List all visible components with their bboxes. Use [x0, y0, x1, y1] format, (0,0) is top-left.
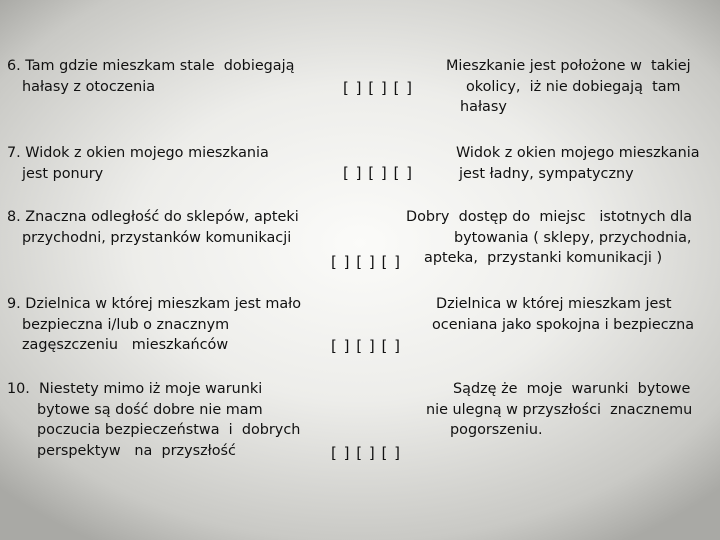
statement-9: [7, 294, 322, 356]
opposite-line: okolicy, iż nie dobiegają tam: [466, 78, 681, 95]
opposite-line: Widok z okien mojego mieszkania: [456, 145, 700, 161]
statement-line: bytowe są dość dobre nie mam: [37, 401, 263, 418]
rating-scale-7[interactable]: [ ] [ ] [ ]: [343, 164, 413, 182]
rating-scale-8[interactable]: [ ] [ ] [ ]: [331, 253, 401, 271]
rating-scale-10[interactable]: [ ] [ ] [ ]: [331, 444, 401, 462]
opposite-6: [420, 56, 720, 118]
statement-line: 8. Znaczna odległość do sklepów, apteki: [7, 209, 299, 225]
opposite-line: oceniana jako spokojna i bezpieczna: [432, 316, 695, 333]
rating-scale-9[interactable]: [ ] [ ] [ ]: [331, 337, 401, 355]
statement-8: [7, 207, 322, 248]
opposite-line: nie ulegną w przyszłości znacznemu: [426, 401, 693, 418]
statement-line: przychodni, przystanków komunikacji: [22, 229, 292, 246]
statement-line: jest ponury: [22, 165, 104, 182]
opposite-line: Sądzę że moje warunki bytowe: [453, 381, 691, 397]
statement-6: [7, 56, 322, 97]
opposite-line: Dzielnica w której mieszkam jest: [436, 296, 672, 312]
opposite-9: [420, 294, 720, 335]
opposite-line: hałasy: [460, 99, 507, 115]
opposite-10: [420, 379, 720, 441]
opposite-line: Dobry dostęp do miejsc istotnych dla: [406, 209, 693, 225]
statement-line: poczucia bezpieczeństwa i dobrych: [37, 422, 301, 438]
opposite-line: apteka, przystanki komunikacji ): [424, 250, 663, 266]
statement-line: 6. Tam gdzie mieszkam stale dobiegają: [7, 58, 295, 74]
statement-line: bezpieczna i/lub o znacznym: [22, 316, 230, 333]
statement-10: [7, 379, 322, 461]
statement-line: 7. Widok z okien mojego mieszkania: [7, 145, 269, 161]
rating-scale-6[interactable]: [ ] [ ] [ ]: [343, 79, 413, 97]
opposite-line: jest ładny, sympatyczny: [459, 165, 634, 182]
statement-line: zagęszczeniu mieszkańców: [22, 337, 229, 353]
statement-line: 9. Dzielnica w której mieszkam jest mało: [7, 296, 302, 312]
statement-line: 10. Niestety mimo iż moje warunki: [7, 381, 263, 397]
opposite-8: [400, 207, 720, 269]
statement-7: [7, 143, 322, 184]
opposite-line: Mieszkanie jest położone w takiej: [446, 58, 691, 74]
opposite-line: bytowania ( sklepy, przychodnia,: [454, 229, 692, 246]
statement-line: hałasy z otoczenia: [22, 78, 156, 95]
opposite-7: [420, 143, 720, 184]
opposite-line: pogorszeniu.: [450, 422, 543, 438]
statement-line: perspektyw na przyszłość: [37, 442, 236, 459]
